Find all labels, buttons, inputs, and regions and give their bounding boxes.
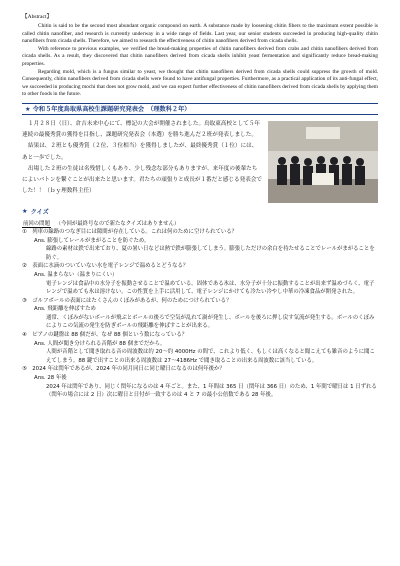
group-photo <box>268 121 378 203</box>
abstract-paragraph: Chitin is said to be the second most abundant organic compound on earth. A substance made by loosening chitin fibers to the maximum extent possible is called chitin nanofiber, and research is currently underway in a wide range of fields. Last year, our senior students succeeded in producing high-quality chitin nanofibers from cicada shells. Therefore, we aimed to research the effectiveness of chitin nanofibers derived from cicada shells. <box>22 23 378 45</box>
quiz-heading-label: クイズ <box>30 208 49 216</box>
previous-question-note: （今回が最終号なので新たなクイズはありません） <box>55 220 180 227</box>
group-photo-image <box>268 121 378 203</box>
quiz-list <box>22 228 378 400</box>
quiz-question: ⑤ 2024 年は閏年であるが、2024 年の同月同日に同じ曜日になるのは何年後か？ <box>22 366 225 373</box>
abstract-title: 【Abstract】 <box>22 14 53 20</box>
report-paragraph: １月２８日（日）、倉吉未来中心にて、標記の大会が開催されました。鳥取東高校として５年連続の最優秀賞の獲得を目指し、課題研究発表会（本選）を勝ち進んだ２班が発表しました。 <box>22 120 261 139</box>
quiz-item <box>22 331 378 365</box>
quiz-answer: Ans. 温まらない（温まりにくい） <box>34 271 118 278</box>
previous-question-label-row <box>22 219 378 227</box>
quiz-item <box>22 262 378 296</box>
star-icon: ★ <box>22 207 28 215</box>
report-paragraph: 出場した２班の生徒は名残惜しくもあり、少し残念な部分もありますが、来年度の後輩たちによいバトンを繋ぐことが出来たと思います。君たちの頑張りと成長が１番だと感じる発表会でした！！（ｂｙ理数科主任） <box>22 165 262 195</box>
report-heading: ★ 令和５年度鳥取県高校生課題研究発表会 （理数科２年） <box>22 103 378 115</box>
quiz-explanation: 電子レンジは食品中の水分子を振動させることで温めている。固体である氷は、水分子が十分に振動することが出来ず温めづらく、電子レンジで温めても氷は溶けない。この性質を上手に活用して、電子レンジにかけても冷たい冷やし中華の冷凍食品が開発された。 <box>46 280 375 296</box>
quiz-question: ④ ピアノの鍵盤は 88 個だが、なぜ 88 個という数になっている？ <box>22 332 188 339</box>
quiz-explanation: 2024 年は閏年であり、同じく閏年になるのは 4 年ごと。また、1 年間は 365 日（閏年は 366 日）のため、1 年間で曜日は 1 日ずれる（閏年の場合には 2 日）次に曜日と日付が一致するのは 4 と 7 の最小公倍数である 28 年後。 <box>46 383 377 399</box>
quiz-item <box>22 297 378 331</box>
quiz-explanation: 人間が音階として聞き取れる音の周波数は約 20～約 4000Hz の間で、これより低く、もしくは高くなると聞こえても雑音のように聞こえてしまう。88 鍵で出すことの出来る周波数は 27～4186Hz で聞き取ることの出来る周波数に該当している。 <box>46 349 375 364</box>
previous-question-label: 前回の問題 <box>23 220 50 227</box>
quiz-question: ③ ゴルフボールの表面にはたくさんのくぼみがあるが、何のためにつけられている？ <box>22 297 232 304</box>
abstract-section <box>22 14 378 99</box>
quiz-question: ① 列車の線路のつなぎ目には隙間が存在している。これは何のために空けられている？ <box>22 228 238 235</box>
quiz-answer: Ans. 人間が聞き分けられる音階が 88 個までだから。 <box>34 340 166 347</box>
report-body <box>22 119 262 203</box>
quiz-answer: Ans. 28 年後 <box>34 375 67 382</box>
quiz-heading <box>22 207 378 216</box>
quiz-answer: Ans. 膨張してレールがまがることを防ぐため。 <box>34 237 150 244</box>
quiz-item <box>22 228 378 262</box>
report-paragraph: 結果は、２班とも優秀賞（２位、３位相当）を獲得しましたが、最終優秀賞（１位）には、あと一歩でした。 <box>22 143 258 161</box>
abstract-body <box>22 23 378 99</box>
abstract-paragraph: With reference to previous examples, we verified the bread-making properties of chitin nanofibers derived from crabs and chitin nanofibers derived from cicada shells. As a result, they discovered that chitin nanofibers derived from cicada shells inhibit yeast fermentation and significantly reduce bread-making properties. <box>22 45 378 67</box>
quiz-answer: Ans. 飛距離を伸ばすため <box>34 306 96 313</box>
report-section <box>22 119 378 203</box>
quiz-item <box>22 365 378 399</box>
quiz-explanation: 線路の素材は鉄で出来ており、夏の暑い日などは熱で鉄が膨張してしまう。膨張しただけの余白を持たせることでレールがまがることを防ぐ。 <box>46 246 375 261</box>
abstract-paragraph: Regarding mold, which is a fungus similar to yeast, we thought that chitin nanofibers derived from cicada shells could suppress the growth of mold. Consequently, chitin nanofibers derived from cicada shells were found to have antifungal properties. Furthermore, as a practical application of its anti-fungal effect, we succeeded in producing mochi that does not grow mold, and we can expect further effectiveness of chitin nanofibers derived from cicada shells by applying them to other foods in the future. <box>22 68 378 98</box>
quiz-question: ② 表面に水滴のついていない水を電子レンジで温めるとどうなる？ <box>22 263 189 270</box>
quiz-explanation: 通常、くぼみがないボールが飛ぶとボールの後ろで空気が乱れて渦が発生し、ボールを後ろに押し戻す気流が発生する。ボールのくぼみによりこの気流の発生を防ぎボールの飛距離を伸ばすことが出来る。 <box>46 314 375 330</box>
